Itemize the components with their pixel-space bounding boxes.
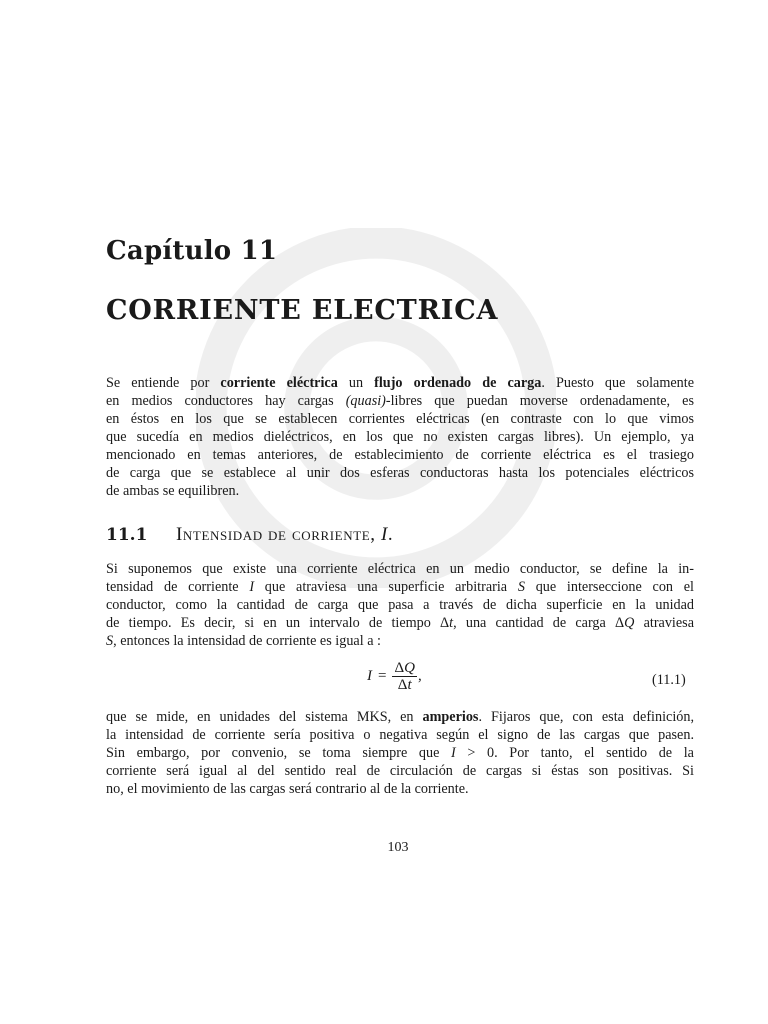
text-line: Si suponemos que existe una corriente eléctrica en un medio conductor, se define la in- bbox=[106, 561, 694, 577]
italic-term: I bbox=[451, 745, 456, 761]
bold-term: amperios bbox=[422, 709, 479, 725]
italic-term: (quasi) bbox=[345, 393, 386, 409]
section-title-trailing: . bbox=[387, 524, 394, 545]
section-title bbox=[176, 524, 393, 545]
equation-fraction bbox=[392, 660, 417, 693]
text-line: de ambas se equilibren. bbox=[106, 483, 240, 499]
equation-lhs: I bbox=[367, 668, 372, 684]
section-title-text: Intensidad de corriente, bbox=[176, 524, 381, 545]
section-title-symbol: I bbox=[380, 524, 388, 545]
page-number: 103 bbox=[387, 840, 409, 855]
text-line: Sin embargo, por convenio, se toma siempre que I > 0. Por tanto, el sentido de la bbox=[106, 745, 694, 761]
equation-numerator: ΔQ bbox=[394, 660, 415, 676]
section-number: 11.1 bbox=[106, 525, 148, 545]
equation-11-1 bbox=[367, 660, 422, 693]
text-line: conductor, como la cantidad de carga que pasa a través de dicha superficie en la unidad bbox=[106, 597, 694, 613]
text-line: Se entiende por corriente eléctrica un flujo ordenado de carga. Puesto que solamente bbox=[106, 375, 694, 391]
equation-comma: , bbox=[417, 668, 422, 684]
italic-term: S bbox=[106, 633, 114, 649]
text-line: que sucedía en medios dieléctricos, en los que no existen cargas libres). Un ejemplo, ya bbox=[106, 429, 694, 445]
bold-term: corriente eléctrica bbox=[220, 375, 338, 391]
chapter-label: Capítulo 11 bbox=[106, 236, 278, 266]
chapter-title: CORRIENTE ELECTRICA bbox=[106, 295, 499, 326]
italic-term: S bbox=[517, 579, 525, 595]
italic-term: t bbox=[449, 615, 454, 631]
text-line: de tiempo. Es decir, si en un intervalo de tiempo Δt, una cantidad de carga ΔQ atraviesa bbox=[106, 615, 694, 631]
italic-term: Q bbox=[624, 615, 635, 631]
text-line: en medios conductores hay cargas (quasi)-libres que puedan moverse ordenadamente, es bbox=[106, 393, 694, 409]
text-line: S, entonces la intensidad de corriente es igual a : bbox=[106, 633, 381, 649]
definition-paragraph bbox=[106, 560, 694, 650]
text-line: tensidad de corriente I que atraviesa una superficie arbitraria S que interseccione con el bbox=[106, 579, 694, 595]
text-line: de carga que se establece al unir dos esferas conductoras hasta los potenciales eléctricos bbox=[106, 465, 694, 481]
text-line: no, el movimiento de las cargas será contrario al de la corriente. bbox=[106, 781, 469, 797]
text-line: mencionado en temas anteriores, de establecimiento de corriente eléctrica es el trasiego bbox=[106, 447, 694, 463]
section-heading bbox=[106, 524, 393, 546]
equation-number: (11.1) bbox=[652, 672, 686, 688]
intro-paragraph bbox=[106, 374, 694, 500]
equation-equals: = bbox=[378, 668, 387, 684]
equation-denominator: Δt bbox=[397, 677, 412, 693]
bold-term: flujo ordenado de carga bbox=[374, 375, 542, 391]
text-line: en éstos en los que se establecen corrientes eléctricas (en contraste con lo que vimos bbox=[106, 411, 694, 427]
explanation-paragraph bbox=[106, 708, 694, 798]
text-line: la intensidad de corriente sería positiva o negativa según el signo de las cargas que pasen. bbox=[106, 727, 694, 743]
italic-term: I bbox=[249, 579, 255, 595]
text-line: que se mide, en unidades del sistema MKS, en amperios. Fijaros que, con esta definición, bbox=[106, 709, 694, 725]
text-line: corriente será igual al del sentido real de circulación de cargas si éstas son positivas. Si bbox=[106, 763, 694, 779]
